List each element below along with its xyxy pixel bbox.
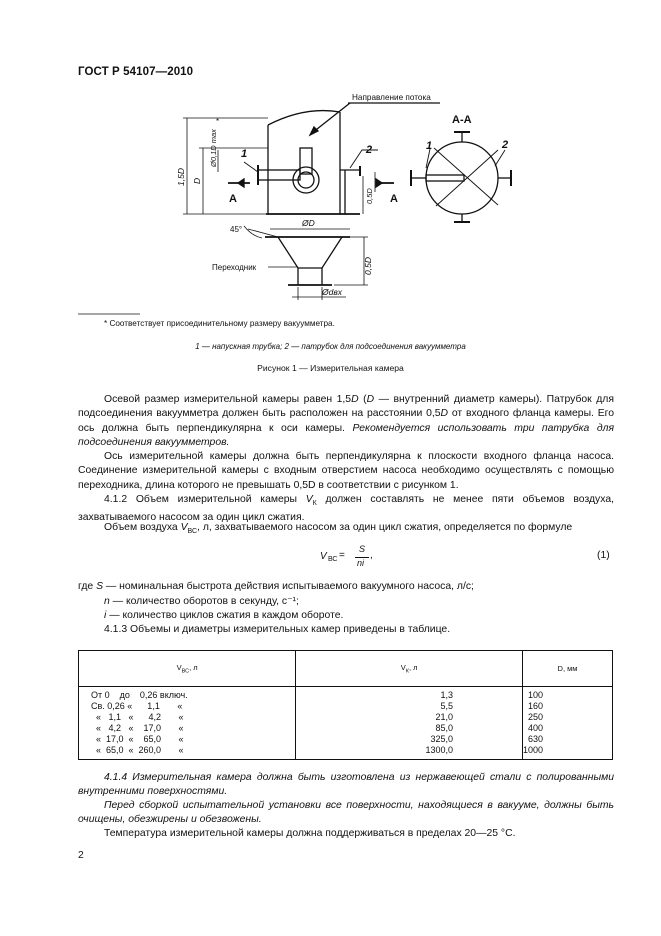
- figure-footnote: * Соответствует присоединительному размеру вакуумметра.: [104, 319, 335, 328]
- svg-text:0,5D: 0,5D: [365, 188, 374, 204]
- paragraph-air-volume: Объем воздуха $V_{ВС}$, л, захватываемого насосом за один цикл сжатия, определяется по формуле: [104, 522, 573, 536]
- formula-number: (1): [597, 550, 610, 561]
- svg-text:D: D: [192, 177, 202, 184]
- svg-text:1: 1: [241, 148, 248, 160]
- svg-text:1,5D: 1,5D: [176, 168, 186, 186]
- page-number: 2: [78, 850, 84, 861]
- svg-text:45°: 45°: [230, 225, 243, 234]
- table-row: « 1,1 « 4,2 « 21,0 250: [79, 712, 613, 723]
- flow-direction-label: Направление потока: [352, 93, 431, 102]
- svg-text:*: *: [216, 117, 220, 126]
- svg-text:Ø0,1D max: Ø0,1D max: [209, 129, 218, 167]
- header-d: D, мм: [522, 651, 612, 687]
- header-vbc: $V_{ВС}$, л: [79, 651, 296, 687]
- chamber-top-arc: [268, 111, 340, 125]
- header-vk: $V_К$, л: [296, 651, 523, 687]
- section-circle: [426, 142, 498, 214]
- page-header: ГОСТ Р 54107—2010: [78, 66, 194, 78]
- table-row: « 17,0 « 65,0 « 325,0 630: [79, 734, 613, 745]
- svg-text:А: А: [390, 193, 398, 205]
- formula-1: V ВС = S ni ,: [320, 544, 373, 568]
- where-s: где S — номинальная быстрота действия испытываемого вакуумного насоса, л/с;: [78, 581, 474, 592]
- table-row: Св. 0,26 « 1,1 « 5,5 160: [79, 701, 613, 712]
- where-i: i — количество циклов сжатия в каждом обороте.: [104, 610, 344, 621]
- adapter-label: Переходник: [212, 263, 257, 272]
- figure-caption: Рисунок 1 — Измерительная камера: [257, 363, 404, 373]
- chamber-table: [78, 650, 613, 760]
- paragraph-4-1-4: 4.1.4 Измерительная камера должна быть изготовлена из нержавеющей стали с полированными внутренними поверхностями.: [78, 772, 614, 798]
- table-row: От 0 до 0,26 включ. 1,3 100: [79, 687, 613, 702]
- svg-text:1: 1: [426, 140, 433, 152]
- paragraph-axis: Ось измерительной камеры должна быть перпендикулярна к плоскости входного фланца насоса. Соединение измерительной камеры с входным отверстием насоса необходимо осуществлять с помощью переходника, длина которого не превышать 0,5D в соответствии с рисунком 1.: [78, 451, 614, 491]
- table-row: « 65,0 « 260,0 « 1300,0 1000: [79, 745, 613, 760]
- section-label: А-А: [452, 114, 472, 126]
- paragraph-temperature: Температура измерительной камеры должна поддерживаться в пределах 20—25 °С.: [104, 828, 516, 839]
- paragraph-4-1-2: 4.1.2 Объем измерительной камеры $V_К$ должен составлять не менее пяти объемов воздуха, захватываемого насосом за один цикл сжатия.: [78, 494, 614, 524]
- flow-arrow: [312, 103, 350, 133]
- svg-text:0,5D: 0,5D: [363, 257, 373, 275]
- svg-text:2: 2: [366, 144, 373, 156]
- paragraph-4-1-3: 4.1.3 Объемы и диаметры измерительных камер приведены в таблице.: [104, 624, 451, 635]
- svg-text:ØD: ØD: [302, 218, 315, 228]
- svg-text:Ødвх: Ødвх: [322, 287, 343, 297]
- adapter-body: [278, 237, 342, 268]
- svg-text:2: 2: [502, 139, 509, 151]
- paragraph-cleaning: Перед сборкой испытательной установки все поверхности, находящиеся в вакууме, должны быть очищены, обезжирены и обезвожены.: [78, 800, 614, 826]
- figure-legend: 1 — напускная трубка; 2 — патрубок для подсоединения вакуумметра: [195, 342, 466, 351]
- table-row: « 4,2 « 17,0 « 85,0 400: [79, 723, 613, 734]
- figure-drawing: [0, 0, 661, 320]
- paragraph-axial-size: Осевой размер измерительной камеры равен 1,5D (D — внутренний диаметр камеры). Патрубок для подсоединения вакуумметра должен быть расположен на расстоянии 0,5D от входного фланца камеры. Его ось должна быть перпендикулярна к оси камеры. Рекомендуется использовать три патрубка для подсоединения вакуумметров.: [78, 394, 615, 449]
- svg-text:А: А: [229, 193, 237, 205]
- where-n: n — количество оборотов в секунду, с⁻¹;: [104, 596, 299, 607]
